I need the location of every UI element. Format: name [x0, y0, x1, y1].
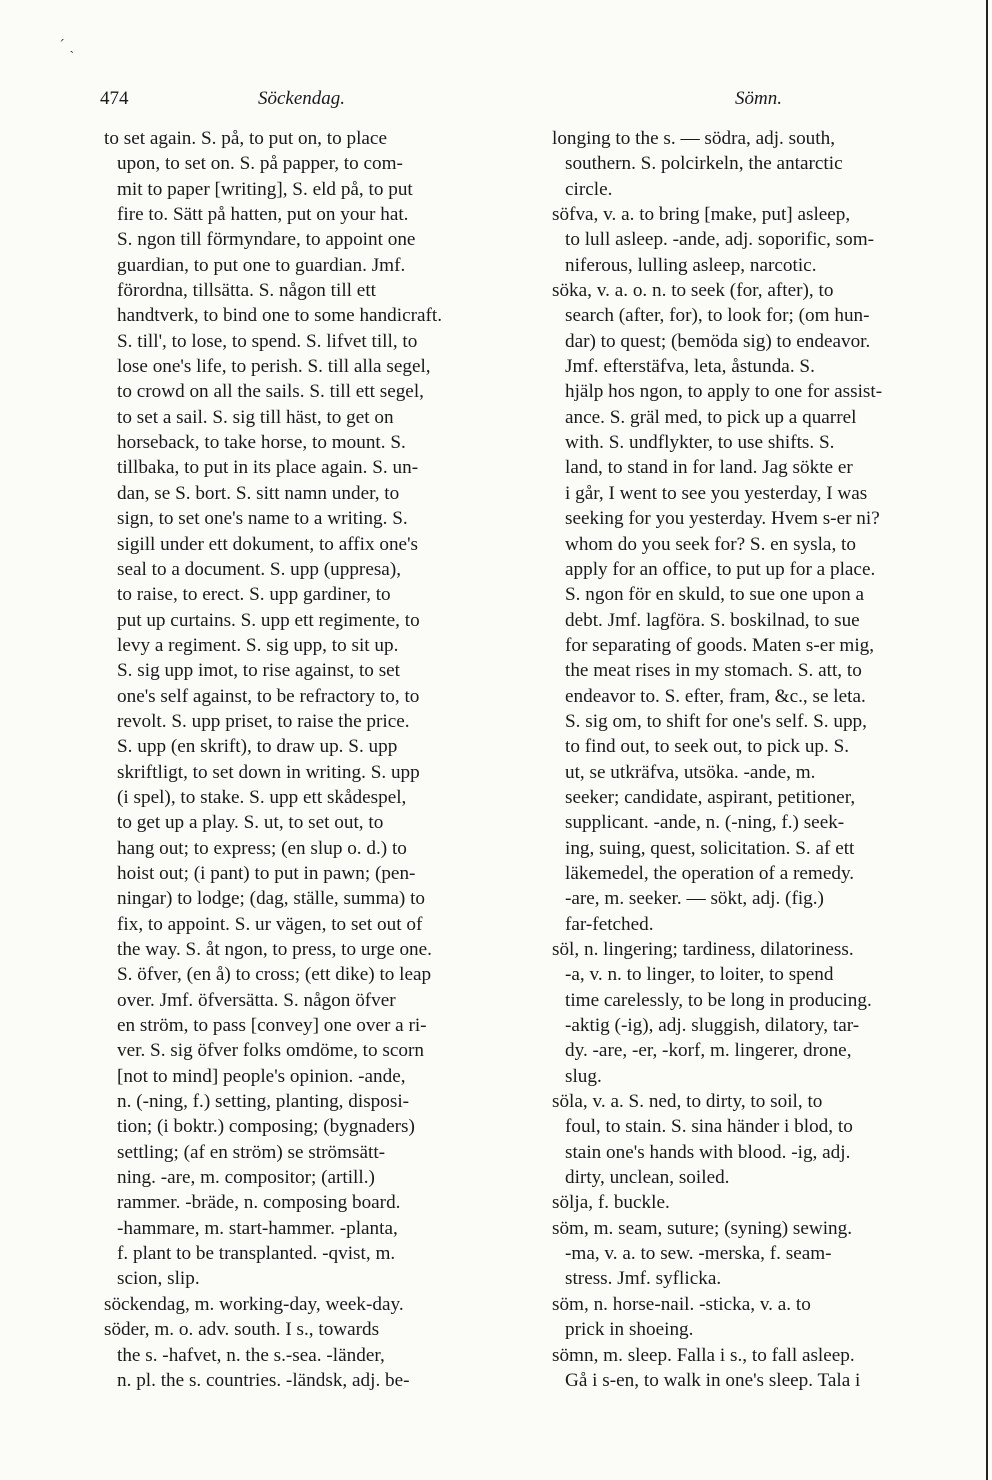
text-line: ning. -are, m. compositor; (artill.) [117, 1167, 375, 1189]
text-line: circle. [565, 178, 613, 200]
text-line: -aktig (-ig), adj. sluggish, dilatory, tar- [565, 1015, 860, 1037]
text-line: söckendag, m. working-day, week-day. [104, 1293, 404, 1315]
text-line: söder, m. o. adv. south. I s., towards [104, 1319, 380, 1341]
text-line: southern. S. polcirkeln, the antarctic [565, 153, 843, 175]
text-line: [not to mind] people's opinion. -ande, [117, 1065, 406, 1087]
text-line: S. öfver, (en å) to cross; (ett dike) to leap [117, 964, 432, 986]
text-line: dan, se S. bort. S. sitt namn under, to [117, 482, 400, 504]
text-line: over. Jmf. öfversätta. S. någon öfver [117, 989, 396, 1011]
text-line: S. sig upp imot, to rise against, to set [117, 660, 401, 682]
text-line: -hammare, m. start-hammer. -planta, [117, 1217, 398, 1239]
text-line: horseback, to take horse, to mount. S. [117, 432, 406, 454]
text-line: land, to stand in for land. Jag sökte er [565, 457, 853, 479]
text-line: Gå i s-en, to walk in one's sleep. Tala i [565, 1369, 861, 1391]
text-line: prick in shoeing. [565, 1319, 694, 1341]
text-line: revolt. S. upp priset, to raise the price. [117, 710, 410, 732]
text-line: ing, suing, quest, solicitation. S. af ett [565, 837, 855, 859]
text-line: i går, I went to see you yesterday, I was [565, 482, 868, 504]
text-line: ningar) to lodge; (dag, ställe, summa) to [117, 888, 425, 910]
text-line: S. till', to lose, to spend. S. lifvet till, to [117, 330, 418, 352]
text-line: time carelessly, to be long in producing. [565, 989, 872, 1011]
text-line: to lull asleep. -ande, adj. soporific, som- [565, 229, 875, 251]
text-line: the way. S. åt ngon, to press, to urge one. [117, 939, 432, 960]
text-line: hang out; to express; (en slup o. d.) to [117, 837, 407, 859]
text-line: the meat rises in my stomach. S. att, to [565, 660, 862, 682]
text-line: guardian, to put one to guardian. Jmf. [117, 254, 406, 276]
text-line: put up curtains. S. upp ett regimente, to [117, 609, 420, 631]
text-line: seal to a document. S. upp (uppresa), [117, 558, 402, 580]
page-edge-rule [986, 0, 988, 1480]
text-line: to find out, to seek out, to pick up. S. [565, 736, 850, 758]
text-line: hoist out; (i pant) to put in pawn; (pen- [117, 862, 416, 884]
text-line: to crowd on all the sails. S. till ett segel, [117, 381, 424, 403]
text-line: stress. Jmf. syflicka. [565, 1268, 722, 1290]
text-line: fix, to appoint. S. ur vägen, to set out of [117, 913, 423, 935]
text-line: endeavor to. S. efter, fram, &c., se leta. [565, 685, 866, 707]
text-line: söfva, v. a. to bring [make, put] asleep, [552, 204, 851, 226]
text-line: settling; (af en ström) se strömsätt- [117, 1141, 386, 1163]
text-line: for separating of goods. Maten s-er mig, [565, 634, 875, 656]
text-line: dirty, unclean, soiled. [565, 1167, 730, 1189]
scan-mark: ˊ ˎ [58, 38, 75, 54]
text-line: dy. -are, -er, -korf, m. lingerer, drone, [565, 1040, 852, 1062]
text-line: hjälp hos ngon, to apply to one for assist- [565, 381, 883, 403]
page-number: 474 [100, 88, 129, 109]
text-line: the s. -hafvet, n. the s.-sea. -länder, [117, 1344, 385, 1366]
text-line: -a, v. n. to linger, to loiter, to spend [565, 964, 834, 986]
text-line: whom do you seek for? S. en sysla, to [565, 533, 856, 555]
text-line: skriftligt, to set down in writing. S. upp [117, 761, 420, 783]
right-column [552, 126, 974, 1393]
text-line: n. pl. the s. countries. -ländsk, adj. be- [117, 1369, 410, 1391]
text-line: to get up a play. S. ut, to set out, to [117, 812, 384, 834]
text-line: to raise, to erect. S. upp gardiner, to [117, 584, 391, 606]
text-line: tion; (i boktr.) composing; (bygnaders) [117, 1116, 415, 1138]
text-line: dar) to quest; (bemöda sig) to endeavor. [565, 330, 871, 352]
text-line: sömn, m. sleep. Falla i s., to fall asleep. [552, 1344, 855, 1366]
text-line: sölja, f. buckle. [552, 1192, 670, 1214]
text-line: -are, m. seeker. — sökt, adj. (fig.) [565, 888, 824, 910]
left-column [104, 126, 524, 1393]
text-line: one's self against, to be refractory to, to [117, 685, 420, 707]
text-line: förordna, tillsätta. S. någon till ett [117, 280, 376, 302]
text-line: to set again. S. på, to put on, to place [104, 128, 387, 149]
text-line: supplicant. -ande, n. (-ning, f.) seek- [565, 812, 845, 834]
text-line: läkemedel, the operation of a remedy. [565, 862, 855, 884]
text-line: handtverk, to bind one to some handicraft. [117, 305, 443, 327]
text-line: longing to the s. — södra, adj. south, [552, 128, 835, 149]
page-header [100, 88, 930, 118]
text-line: en ström, to pass [convey] one over a ri- [117, 1015, 427, 1037]
text-line: Jmf. efterstäfva, leta, åstunda. S. [565, 356, 815, 378]
text-line: sign, to set one's name to a writing. S. [117, 508, 408, 530]
text-line: scion, slip. [117, 1268, 200, 1290]
text-line: niferous, lulling asleep, narcotic. [565, 254, 817, 276]
text-line: apply for an office, to put up for a place. [565, 558, 876, 580]
text-line: search (after, for), to look for; (om hun- [565, 305, 870, 327]
text-line: lose one's life, to perish. S. till alla segel, [117, 356, 431, 378]
text-line: ut, se utkräfva, utsöka. -ande, m. [565, 761, 816, 783]
text-line: S. upp (en skrift), to draw up. S. upp [117, 736, 398, 758]
text-line: upon, to set on. S. på papper, to com- [117, 153, 403, 175]
text-line: levy a regiment. S. sig upp, to sit up. [117, 634, 399, 656]
text-line: tillbaka, to put in its place again. S. un- [117, 457, 419, 479]
text-line: seeking for you yesterday. Hvem s-er ni? [565, 508, 880, 530]
text-line: debt. Jmf. lagföra. S. boskilnad, to sue [565, 609, 860, 631]
text-line: S. ngon till förmyndare, to appoint one [117, 229, 416, 251]
text-line: söm, m. seam, suture; (syning) sewing. [552, 1217, 853, 1239]
text-line: sigill under ett dokument, to affix one's [117, 533, 418, 555]
text-line: S. ngon för en skuld, to sue one upon a [565, 584, 864, 606]
text-line: söla, v. a. S. ned, to dirty, to soil, to [552, 1091, 823, 1113]
text-line: söka, v. a. o. n. to seek (for, after), to [552, 280, 834, 302]
text-line: S. sig om, to shift for one's self. S. upp, [565, 710, 867, 732]
text-line: söl, n. lingering; tardiness, dilatoriness. [552, 939, 854, 960]
text-line: -ma, v. a. to sew. -merska, f. seam- [565, 1243, 832, 1265]
text-line: ver. S. sig öfver folks omdöme, to scorn [117, 1040, 424, 1062]
text-line: foul, to stain. S. sina händer i blod, to [565, 1116, 853, 1138]
text-line: with. S. undflykter, to use shifts. S. [565, 432, 835, 454]
text-line: slug. [565, 1065, 602, 1087]
text-line: to set a sail. S. sig till häst, to get on [117, 406, 394, 428]
text-line: mit to paper [writing], S. eld på, to put [117, 178, 413, 200]
text-line: n. (-ning, f.) setting, planting, disposi- [117, 1091, 410, 1113]
text-line: seeker; candidate, aspirant, petitioner, [565, 786, 856, 808]
text-line: far-fetched. [565, 913, 654, 935]
text-line: fire to. Sätt på hatten, put on your hat. [117, 204, 409, 226]
text-line: (i spel), to stake. S. upp ett skådespel, [117, 786, 407, 808]
guide-word-left: Söckendag. [258, 88, 346, 109]
text-line: stain one's hands with blood. -ig, adj. [565, 1141, 851, 1163]
text-line: rammer. -bräde, n. composing board. [117, 1192, 401, 1214]
guide-word-right: Sömn. [735, 88, 782, 109]
text-line: ance. S. gräl med, to pick up a quarrel [565, 406, 857, 428]
text-line: f. plant to be transplanted. -qvist, m. [117, 1243, 396, 1265]
text-line: söm, n. horse-nail. -sticka, v. a. to [552, 1293, 811, 1315]
